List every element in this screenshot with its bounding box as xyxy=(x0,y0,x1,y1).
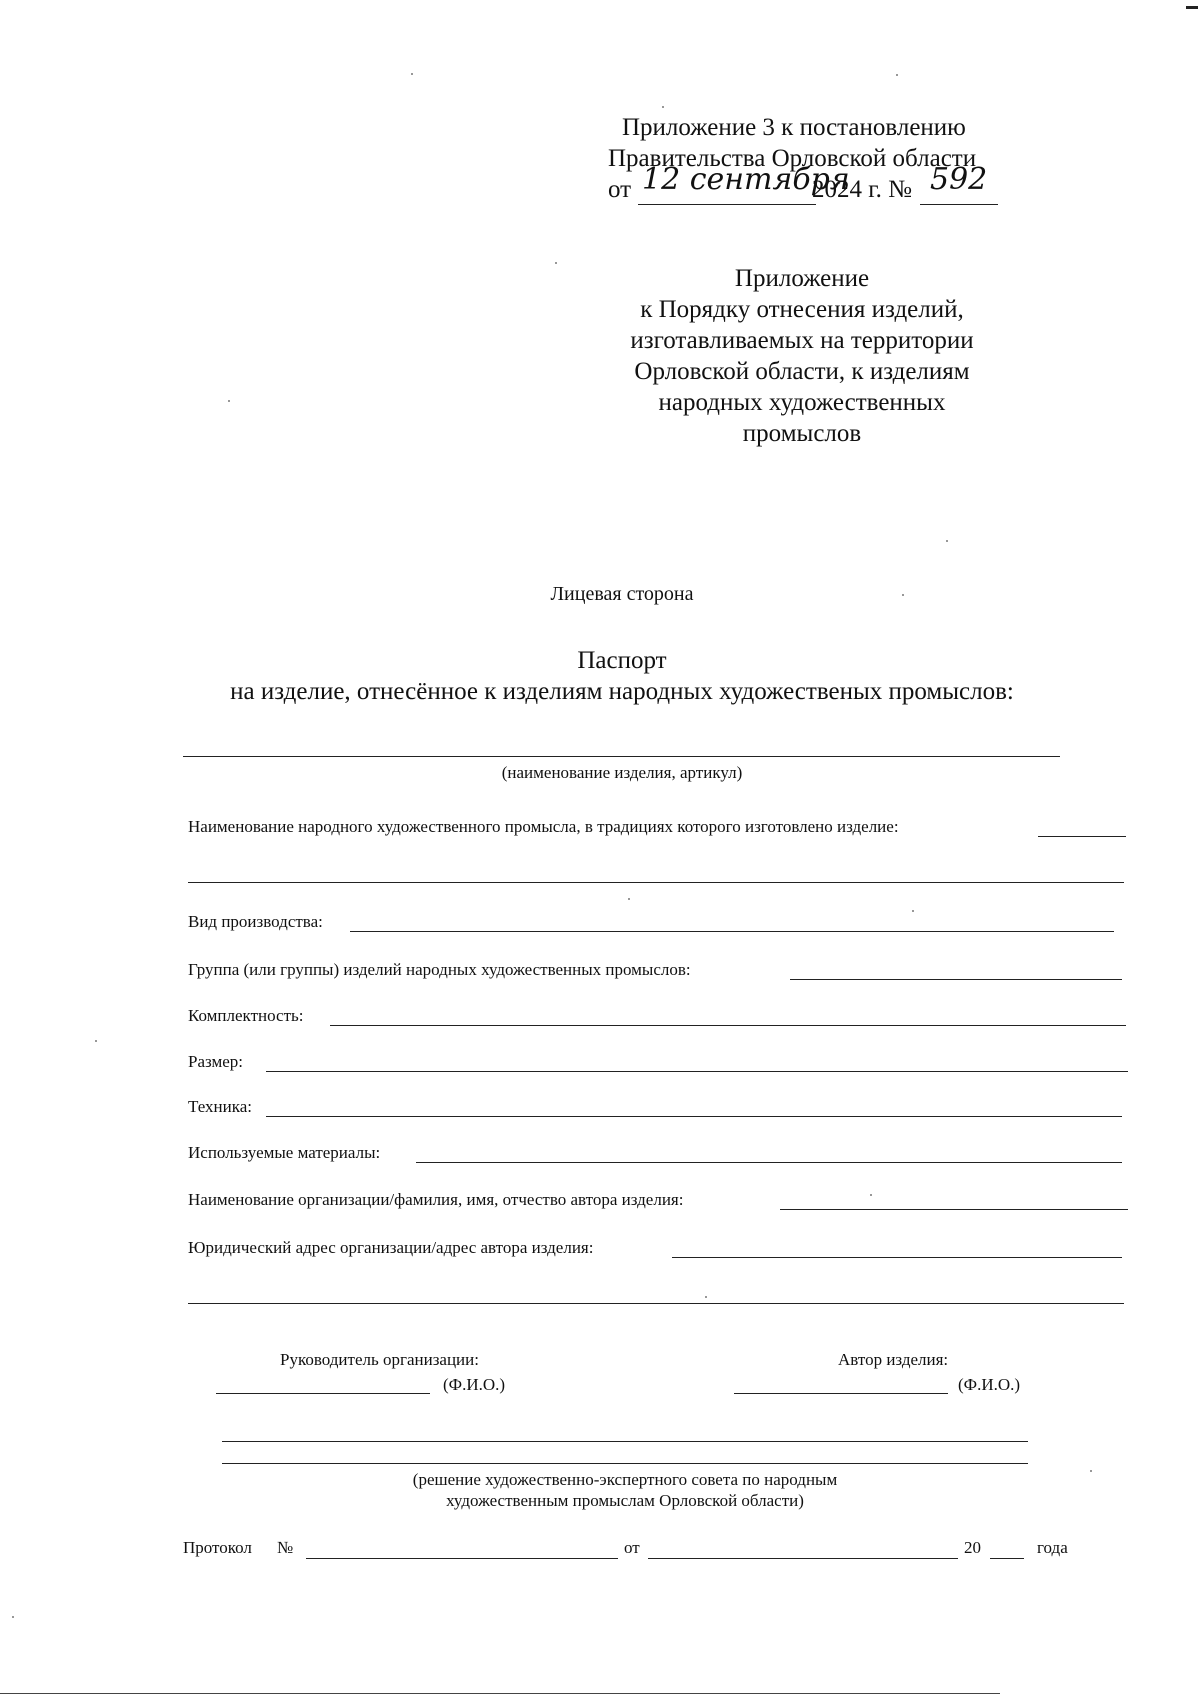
scan-edge-line xyxy=(0,1693,1000,1694)
scan-speck xyxy=(896,74,898,76)
field-completeness-line[interactable] xyxy=(330,1025,1126,1026)
scan-speck xyxy=(1090,1470,1092,1472)
decision-line-1[interactable] xyxy=(222,1441,1028,1442)
protocol-from: от xyxy=(624,1538,640,1557)
side-label: Лицевая сторона xyxy=(550,583,694,605)
field-product-group-line[interactable] xyxy=(790,979,1122,980)
field-technique-line[interactable] xyxy=(266,1116,1122,1117)
scan-speck xyxy=(628,898,630,900)
field-size-line[interactable] xyxy=(266,1071,1128,1072)
protocol-label: Протокол xyxy=(183,1538,252,1557)
header-line-2: Правительства Орловской области xyxy=(608,145,977,172)
field-materials: Используемые материалы: xyxy=(188,1143,381,1162)
protocol-number-line[interactable] xyxy=(306,1558,618,1559)
head-signature-label: Руководитель организации: xyxy=(280,1350,479,1369)
author-fio: (Ф.И.О.) xyxy=(958,1375,1021,1394)
scan-speck xyxy=(705,1296,707,1298)
head-signature-line[interactable] xyxy=(216,1393,430,1394)
protocol-year-prefix: 20 xyxy=(964,1538,981,1557)
head-fio: (Ф.И.О.) xyxy=(443,1375,506,1394)
decision-line-2[interactable] xyxy=(222,1463,1028,1464)
author-signature-label: Автор изделия: xyxy=(838,1350,949,1369)
passport-title: Паспорт xyxy=(577,647,667,674)
field-craft-name: Наименование народного художественного промысла, в традициях которого изготовлено изделие: xyxy=(188,817,899,836)
item-caption: (наименование изделия, артикул) xyxy=(501,763,743,782)
field-craft-name-line-2[interactable] xyxy=(188,882,1124,883)
handwritten-number: 592 xyxy=(930,162,988,197)
field-legal-address-line-2[interactable] xyxy=(188,1303,1124,1304)
field-completeness: Комплектность: xyxy=(188,1006,304,1025)
protocol-year-suffix: года xyxy=(1037,1538,1068,1557)
field-legal-address-line[interactable] xyxy=(672,1257,1122,1258)
scan-speck xyxy=(228,400,230,402)
field-craft-name-line[interactable] xyxy=(1038,836,1126,837)
protocol-year-line[interactable] xyxy=(990,1558,1024,1559)
header-year: 2024 г. № xyxy=(812,176,913,203)
scan-speck xyxy=(411,73,413,75)
protocol-num-sign: № xyxy=(277,1538,294,1557)
scan-speck xyxy=(912,910,914,912)
field-production-type-line[interactable] xyxy=(350,931,1114,932)
decision-caption xyxy=(250,1469,1000,1511)
scan-speck xyxy=(902,594,904,596)
scan-speck xyxy=(946,540,948,542)
handwritten-date: 12 сентября xyxy=(642,162,850,197)
scan-speck xyxy=(12,1616,14,1618)
decision-caption-line: (решение художественно-экспертного совета по народным xyxy=(412,1470,838,1489)
field-product-group: Группа (или группы) изделий народных художественных промыслов: xyxy=(188,960,691,979)
item-name-line[interactable] xyxy=(183,756,1060,757)
field-materials-line[interactable] xyxy=(416,1162,1122,1163)
field-technique: Техника: xyxy=(188,1097,253,1116)
field-size: Размер: xyxy=(188,1052,244,1071)
scan-speck xyxy=(662,106,664,108)
decision-caption-line: художественным промыслам Орловской области) xyxy=(446,1491,804,1510)
author-signature-line[interactable] xyxy=(734,1393,948,1394)
field-organization-author-line[interactable] xyxy=(780,1209,1128,1210)
field-organization-author: Наименование организации/фамилия, имя, отчество автора изделия: xyxy=(188,1190,684,1209)
appendix-block xyxy=(602,263,1002,449)
scan-speck xyxy=(555,262,557,264)
field-legal-address: Юридический адрес организации/адрес автора изделия: xyxy=(188,1238,594,1257)
scan-speck xyxy=(870,1194,872,1196)
appendix-line: к Порядку отнесения изделий, xyxy=(640,296,964,323)
header-line-1: Приложение 3 к постановлению xyxy=(622,114,966,141)
appendix-line: промыслов xyxy=(742,420,862,447)
field-production-type: Вид производства: xyxy=(188,912,323,931)
appendix-line: изготавливаемых на территории xyxy=(630,327,974,354)
appendix-line: народных художественных xyxy=(658,389,946,416)
appendix-line: Приложение xyxy=(734,265,870,292)
header-ot: от xyxy=(608,176,632,203)
scan-edge-mark xyxy=(1186,6,1198,9)
header-date-row xyxy=(608,162,1008,208)
appendix-line: Орловской области, к изделиям xyxy=(634,358,970,385)
protocol-date-line[interactable] xyxy=(648,1558,958,1559)
scan-speck xyxy=(95,1040,97,1042)
passport-subtitle: на изделие, отнесённое к изделиям народных художественых промыслов: xyxy=(230,678,1014,705)
